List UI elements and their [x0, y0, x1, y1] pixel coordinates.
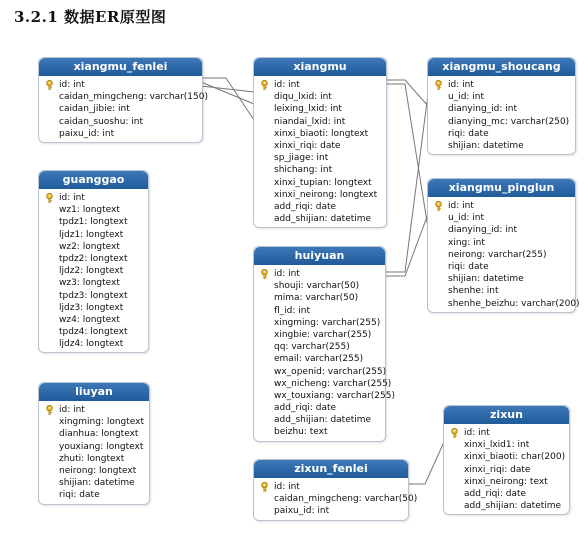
- field-label: xinxi_lxid1: int: [464, 440, 530, 451]
- table-field: [39, 277, 148, 289]
- table-field: [428, 103, 575, 115]
- table-field: [254, 402, 385, 414]
- table-field: [444, 439, 569, 451]
- field-label: id: int: [59, 405, 85, 415]
- table-field: [254, 116, 386, 128]
- table-field: [39, 229, 148, 241]
- field-label: id: int: [59, 80, 85, 90]
- primary-key-icon: [450, 428, 459, 438]
- table-field: [254, 201, 386, 213]
- table-field: [254, 213, 386, 225]
- field-label: shouji: varchar(50): [274, 281, 360, 292]
- field-label: fl_id: int: [274, 305, 311, 316]
- table-liuyan[interactable]: [38, 382, 150, 505]
- field-label: wz1: longtext: [59, 205, 120, 216]
- field-label: id: int: [448, 80, 474, 90]
- field-label: xinxi_biaoti: longtext: [274, 128, 369, 139]
- table-field: [444, 488, 569, 500]
- field-label: tpdz2: longtext: [59, 253, 128, 264]
- table-field: [39, 265, 148, 277]
- table-field: [254, 390, 395, 402]
- table-field: [254, 164, 386, 176]
- field-label: id: int: [448, 201, 474, 211]
- field-label: neirong: longtext: [59, 465, 137, 476]
- table-field: [39, 326, 148, 338]
- field-label: sp_jiage: int: [274, 153, 329, 164]
- primary-key-field: [254, 481, 408, 493]
- table-field: [254, 189, 386, 201]
- field-label: wx_nicheng: varchar(255): [274, 378, 392, 389]
- primary-key-icon: [434, 80, 443, 90]
- table-xiangmu-fenlei[interactable]: [38, 57, 208, 143]
- field-label: beizhu: text: [274, 427, 328, 438]
- field-label: caidan_mingcheng: varchar(50): [274, 494, 418, 505]
- table-field: [39, 477, 149, 489]
- table-field: [254, 493, 418, 505]
- table-field: [39, 428, 149, 440]
- field-label: u_id: int: [448, 213, 485, 224]
- field-label: xinxi_neirong: text: [464, 476, 548, 487]
- page-title: 3.2.1 数据ER原型图: [14, 8, 167, 26]
- primary-key-field: [254, 268, 385, 280]
- field-label: xinxi_biaoti: char(200): [464, 452, 566, 463]
- field-label: xingming: longtext: [59, 417, 145, 428]
- field-label: wx_touxiang: varchar(255): [274, 390, 395, 401]
- primary-key-icon: [260, 80, 269, 90]
- table-field: [254, 341, 385, 353]
- field-label: paixu_id: int: [274, 506, 330, 517]
- table-guanggao[interactable]: [38, 170, 149, 353]
- table-field: [428, 249, 575, 261]
- field-label: add_shijian: datetime: [464, 501, 562, 512]
- table-field: [254, 91, 386, 103]
- field-label: wz2: longtext: [59, 241, 120, 252]
- table-field: [254, 329, 385, 341]
- table-field: [39, 489, 149, 501]
- primary-key-icon: [260, 482, 269, 492]
- primary-key-icon: [45, 193, 54, 203]
- field-label: riqi: date: [59, 490, 100, 501]
- field-label: tpdz4: longtext: [59, 327, 128, 338]
- table-field: [428, 91, 575, 103]
- table-field: [39, 416, 149, 428]
- field-label: wx_openid: varchar(255): [274, 366, 387, 377]
- relation-huiyuan-shoucang: [385, 94, 428, 272]
- primary-key-field: [254, 79, 386, 91]
- table-title: xiangmu_fenlei: [39, 58, 202, 76]
- field-label: xinxi_neirong: longtext: [274, 189, 378, 200]
- table-field: [39, 441, 149, 453]
- table-field: [39, 253, 148, 265]
- table-field: [39, 216, 148, 228]
- field-label: mima: varchar(50): [274, 293, 359, 304]
- table-field: [428, 212, 575, 224]
- table-huiyuan[interactable]: [253, 246, 395, 442]
- table-field: [39, 241, 148, 253]
- field-label: add_riqi: date: [464, 488, 527, 499]
- table-field: [254, 353, 385, 365]
- field-label: shijian: datetime: [448, 274, 524, 285]
- table-field: [428, 298, 580, 310]
- field-label: riqi: date: [448, 128, 489, 139]
- field-label: add_riqi: date: [274, 403, 337, 414]
- field-label: wz4: longtext: [59, 314, 120, 325]
- table-title: zixun: [444, 406, 569, 424]
- primary-key-field: [39, 404, 149, 416]
- field-label: xinxi_riqi: date: [464, 464, 531, 475]
- field-label: tpdz3: longtext: [59, 290, 128, 301]
- field-label: dianhua: longtext: [59, 429, 139, 440]
- field-label: caidan_suoshu: int: [59, 116, 144, 127]
- primary-key-icon: [434, 201, 443, 211]
- table-field: [39, 91, 208, 103]
- field-label: dianying_mc: varchar(250): [448, 116, 570, 127]
- table-field: [444, 500, 569, 512]
- field-label: shenhe: int: [448, 286, 499, 297]
- field-label: id: int: [59, 193, 85, 203]
- table-field: [254, 414, 385, 426]
- table-field: [39, 290, 148, 302]
- primary-key-icon: [45, 80, 54, 90]
- table-field: [444, 476, 569, 488]
- field-label: xinxi_riqi: date: [274, 140, 341, 151]
- relation-zixunfenlei-zixun: [407, 442, 444, 484]
- table-field: [254, 140, 386, 152]
- table-field: [39, 128, 202, 140]
- table-field: [444, 464, 569, 476]
- table-field: [428, 140, 575, 152]
- field-label: add_shijian: datetime: [274, 415, 372, 426]
- primary-key-field: [428, 79, 575, 91]
- field-label: xingbie: varchar(255): [274, 329, 372, 340]
- table-field: [428, 224, 575, 236]
- table-field: [428, 128, 575, 140]
- table-field: [254, 103, 386, 115]
- field-label: wz3: longtext: [59, 278, 120, 289]
- field-label: tpdz1: longtext: [59, 217, 128, 228]
- field-label: ljdz4: longtext: [59, 339, 124, 350]
- field-label: neirong: varchar(255): [448, 249, 547, 260]
- table-field: [39, 103, 202, 115]
- field-label: qq: varchar(255): [274, 342, 350, 353]
- table-field: [254, 505, 408, 517]
- field-label: shenhe_beizhu: varchar(200): [448, 298, 580, 309]
- field-label: paixu_id: int: [59, 128, 115, 139]
- field-label: shijian: datetime: [448, 140, 524, 151]
- table-xiangmu-pinglun[interactable]: [427, 178, 580, 313]
- primary-key-field: [39, 79, 202, 91]
- field-label: zhuti: longtext: [59, 453, 125, 464]
- field-label: shijian: datetime: [59, 478, 135, 489]
- relation-fenlei-xiangmu: [201, 78, 254, 120]
- table-field: [254, 426, 385, 438]
- relation-fenlei-xiangmu-2: [201, 82, 254, 104]
- field-label: caidan_jibie: int: [59, 104, 130, 115]
- field-label: xinxi_tupian: longtext: [274, 177, 372, 188]
- table-title: huiyuan: [254, 247, 385, 265]
- field-label: riqi: date: [448, 261, 489, 272]
- table-field: [39, 465, 149, 477]
- field-label: ljdz2: longtext: [59, 266, 124, 277]
- field-label: add_riqi: date: [274, 201, 337, 212]
- primary-key-icon: [45, 405, 54, 415]
- primary-key-icon: [260, 269, 269, 279]
- table-field: [254, 128, 386, 140]
- field-label: leixing_lxid: int: [274, 104, 342, 115]
- table-zixun-fenlei[interactable]: [253, 459, 418, 521]
- relation-xiangmu-pinglun: [385, 84, 428, 228]
- table-field: [254, 292, 385, 304]
- table-zixun[interactable]: [443, 405, 570, 515]
- relation-fenlei-xiangmu-3: [201, 86, 254, 92]
- table-field: [254, 305, 385, 317]
- table-field: [428, 116, 575, 128]
- field-label: niandai_lxid: int: [274, 116, 346, 127]
- table-field: [39, 302, 148, 314]
- table-xiangmu-shoucang[interactable]: [427, 57, 576, 155]
- field-label: id: int: [464, 428, 490, 438]
- field-label: dianying_id: int: [448, 104, 518, 115]
- table-field: [39, 338, 148, 350]
- field-label: id: int: [274, 482, 300, 492]
- table-title: liuyan: [39, 383, 149, 401]
- table-title: guanggao: [39, 171, 148, 189]
- table-field: [39, 453, 149, 465]
- field-label: diqu_lxid: int: [274, 92, 332, 103]
- field-label: ljdz3: longtext: [59, 302, 124, 313]
- table-title: zixun_fenlei: [254, 460, 408, 478]
- field-label: add_shijian: datetime: [274, 214, 372, 225]
- table-field: [428, 273, 575, 285]
- table-xiangmu[interactable]: [253, 57, 387, 228]
- primary-key-field: [444, 427, 569, 439]
- field-label: shichang: int: [274, 165, 333, 176]
- table-field: [428, 285, 575, 297]
- table-title: xiangmu: [254, 58, 386, 76]
- table-field: [39, 116, 202, 128]
- table-field: [254, 378, 392, 390]
- table-field: [39, 314, 148, 326]
- table-field: [428, 237, 575, 249]
- field-label: dianying_id: int: [448, 225, 518, 236]
- primary-key-field: [428, 200, 575, 212]
- table-field: [428, 261, 575, 273]
- field-label: email: varchar(255): [274, 354, 364, 365]
- table-field: [39, 204, 148, 216]
- field-label: caidan_mingcheng: varchar(150): [59, 92, 208, 103]
- primary-key-field: [39, 192, 148, 204]
- relation-huiyuan-pinglun: [385, 214, 428, 276]
- table-field: [254, 366, 385, 378]
- field-label: xingming: varchar(255): [274, 317, 381, 328]
- field-label: ljdz1: longtext: [59, 229, 124, 240]
- field-label: xing: int: [448, 237, 485, 248]
- field-label: id: int: [274, 80, 300, 90]
- table-field: [444, 451, 569, 463]
- table-field: [254, 177, 386, 189]
- table-title: xiangmu_shoucang: [428, 58, 575, 76]
- field-label: u_id: int: [448, 92, 485, 103]
- table-field: [254, 280, 385, 292]
- table-title: xiangmu_pinglun: [428, 179, 575, 197]
- field-label: youxiang: longtext: [59, 441, 144, 452]
- table-field: [254, 152, 386, 164]
- table-field: [254, 317, 385, 329]
- field-label: id: int: [274, 269, 300, 279]
